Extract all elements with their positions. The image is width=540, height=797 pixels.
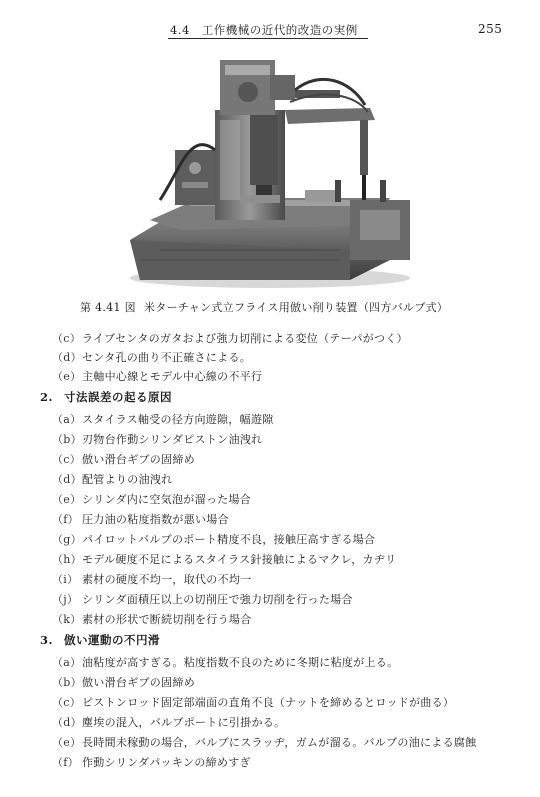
list-item: （d）センタ孔の曲り不正確さによる。 (52, 351, 252, 364)
list-item: （e）長時間未稼動の場合，バルブにスラッヂ，ガムが溜る。バルブの油による腐蝕 (52, 736, 477, 749)
figure-caption (80, 299, 448, 315)
list-item: （a）スタイラス軸受の径方向遊隙，幅遊隙 (52, 413, 274, 426)
list-item: （j） シリンダ面積圧以上の切削圧で強力切削を行った場合 (52, 593, 353, 606)
list-item: （b）刃物台作動シリンダピストン油洩れ (52, 433, 263, 446)
header-rule (168, 38, 368, 39)
list-item: （k）素材の形状で断続切削を行う場合 (52, 613, 252, 626)
list-item: （f） 圧力油の粘度指数が悪い場合 (52, 513, 229, 526)
list-item: （g）パイロットバルブのポート精度不良，接触圧高すぎる場合 (52, 533, 376, 546)
list-item: （c）ピストンロッド固定部端面の直角不良（ナットを締めるとロッドが曲る） (52, 696, 455, 709)
list-item: （d）塵埃の混入，バルブポートに引掛かる。 (52, 716, 286, 729)
list-item: （e）シリンダ内に空気泡が溜った場合 (52, 493, 252, 506)
list-item: （a）油粘度が高すぎる。粘度指数不良のために冬期に粘度が上る。 (52, 656, 399, 669)
list-item: （b）倣い滑台ギブの固締め (52, 676, 195, 689)
page-number: 255 (478, 22, 503, 36)
list-item: （c）ライブセンタのガタおよび強力切削による変位（テーパがつく） (52, 332, 408, 345)
running-header (0, 14, 540, 40)
running-title: 4.4 工作機械の近代的改造の実例 (170, 23, 358, 37)
section-heading-3: 3. 倣い運動の不円滑 (40, 633, 160, 647)
machine-photo (120, 50, 420, 290)
list-item: （e）主軸中心線とモデル中心線の不平行 (52, 370, 263, 383)
figure-caption-text: 米ターチャン式立フライス用倣い削り装置（四方バルブ式） (143, 301, 449, 314)
list-item: （h）モデル硬度不足によるスタイラス針接触によるマクレ，カヂリ (52, 553, 397, 566)
figure-label: 第 4.41 図 (80, 301, 136, 314)
list-item: （d）配管よりの油洩れ (52, 473, 173, 486)
milling-machine-illustration (120, 50, 420, 290)
list-item: （f） 作動シリンダパッキンの締めすぎ (52, 756, 251, 769)
section-heading-2: 2. 寸法誤差の起る原因 (40, 390, 172, 404)
list-item: （i） 素材の硬度不均一，取代の不均一 (52, 573, 252, 586)
list-item: （c）倣い滑台ギブの固締め (52, 453, 195, 466)
